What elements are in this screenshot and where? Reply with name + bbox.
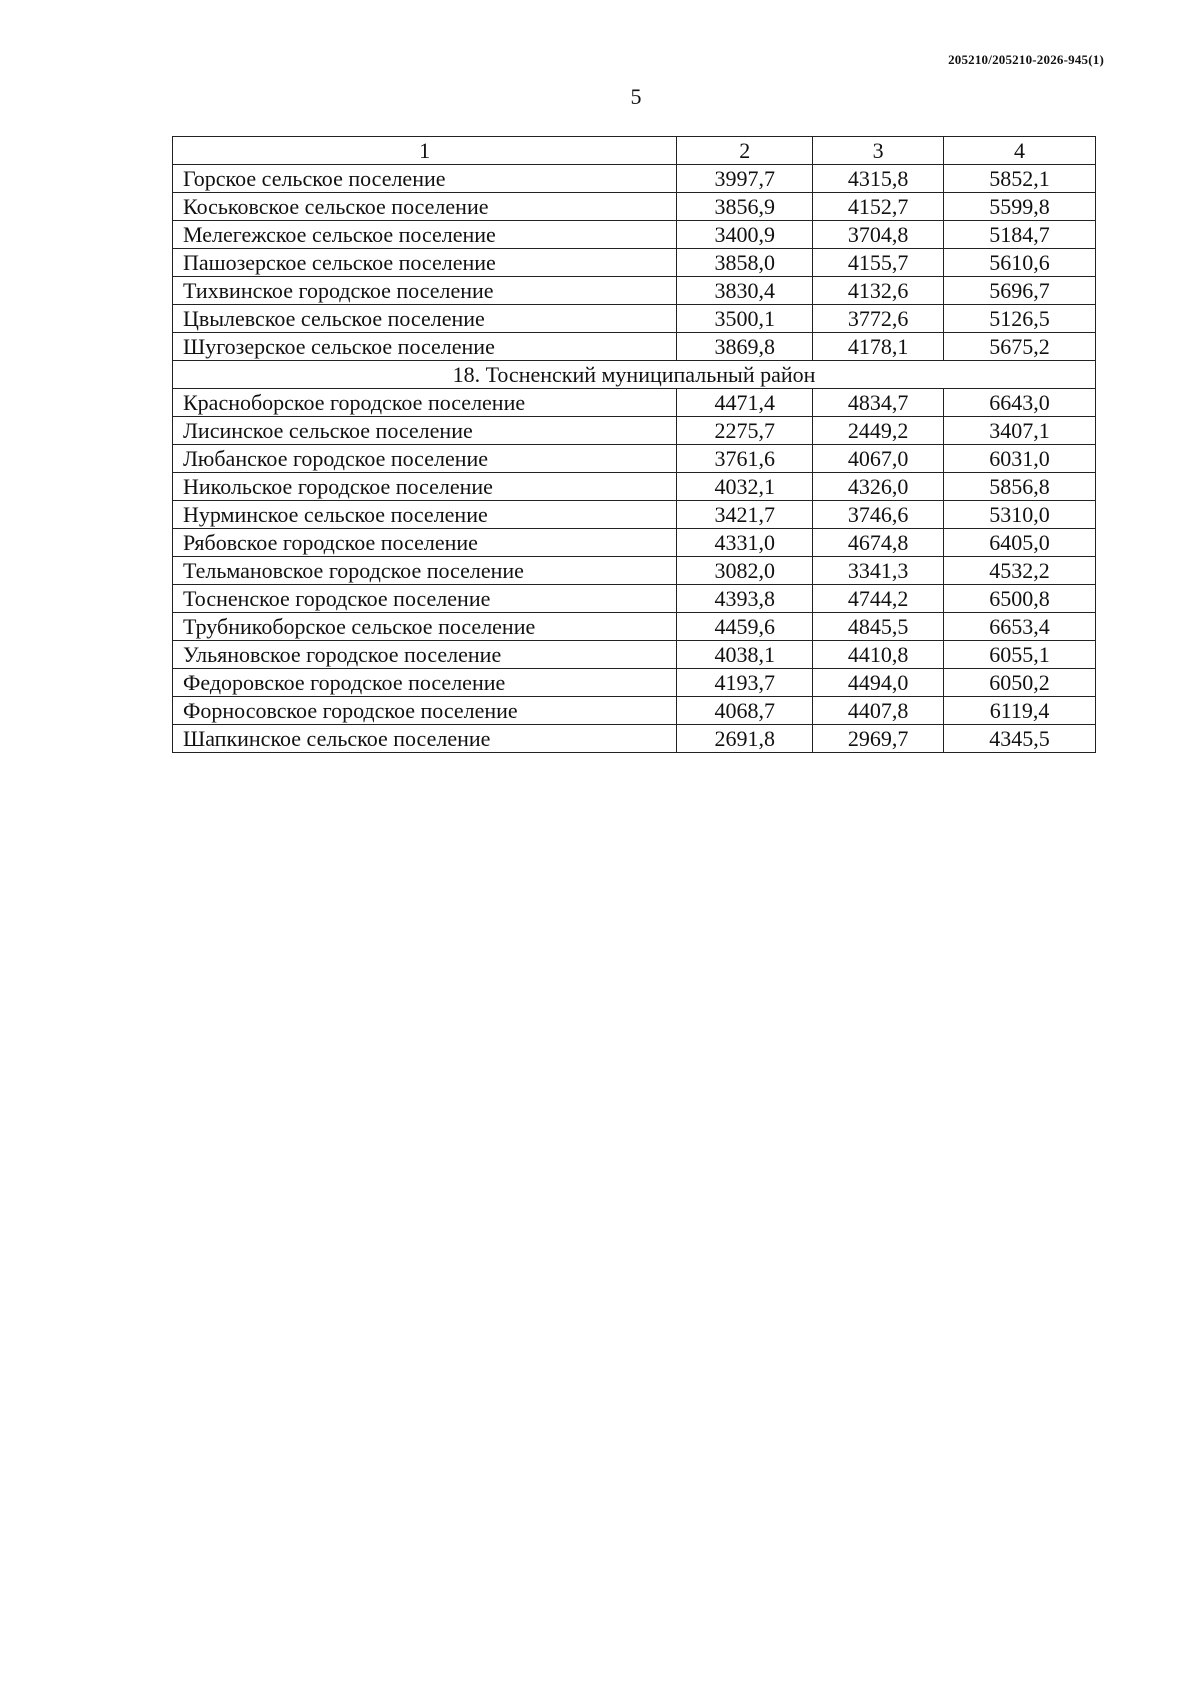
table-row xyxy=(173,725,1096,753)
settlement-name-cell: Тосненское городское поселение xyxy=(173,585,677,613)
value-col4-cell: 4345,5 xyxy=(944,725,1096,753)
table-row xyxy=(173,501,1096,529)
settlement-name-cell: Шугозерское сельское поселение xyxy=(173,333,677,361)
value-col4-cell: 5675,2 xyxy=(944,333,1096,361)
value-col3-cell: 4067,0 xyxy=(813,445,944,473)
settlement-name-cell: Никольское городское поселение xyxy=(173,473,677,501)
value-col4-cell: 6119,4 xyxy=(944,697,1096,725)
value-col3-cell: 4178,1 xyxy=(813,333,944,361)
value-col4-cell: 6500,8 xyxy=(944,585,1096,613)
value-col3-cell: 4155,7 xyxy=(813,249,944,277)
value-col3-cell: 4834,7 xyxy=(813,389,944,417)
column-header-3: 3 xyxy=(813,137,944,165)
value-col2-cell: 3500,1 xyxy=(677,305,813,333)
value-col4-cell: 6643,0 xyxy=(944,389,1096,417)
value-col3-cell: 4407,8 xyxy=(813,697,944,725)
settlement-name-cell: Лисинское сельское поселение xyxy=(173,417,677,445)
value-col2-cell: 4393,8 xyxy=(677,585,813,613)
settlement-name-cell: Тельмановское городское поселение xyxy=(173,557,677,585)
column-header-4: 4 xyxy=(944,137,1096,165)
value-col2-cell: 4471,4 xyxy=(677,389,813,417)
value-col3-cell: 4315,8 xyxy=(813,165,944,193)
value-col2-cell: 3869,8 xyxy=(677,333,813,361)
value-col2-cell: 4032,1 xyxy=(677,473,813,501)
table-row xyxy=(173,641,1096,669)
value-col3-cell: 4326,0 xyxy=(813,473,944,501)
value-col2-cell: 3856,9 xyxy=(677,193,813,221)
value-col3-cell: 4410,8 xyxy=(813,641,944,669)
value-col4-cell: 5184,7 xyxy=(944,221,1096,249)
settlement-name-cell: Тихвинское городское поселение xyxy=(173,277,677,305)
value-col2-cell: 4068,7 xyxy=(677,697,813,725)
table-row xyxy=(173,305,1096,333)
value-col4-cell: 5599,8 xyxy=(944,193,1096,221)
table-row xyxy=(173,669,1096,697)
settlement-name-cell: Красноборское городское поселение xyxy=(173,389,677,417)
table-row xyxy=(173,557,1096,585)
value-col2-cell: 3400,9 xyxy=(677,221,813,249)
settlement-name-cell: Форносовское городское поселение xyxy=(173,697,677,725)
table-body xyxy=(173,165,1096,753)
settlement-name-cell: Любанское городское поселение xyxy=(173,445,677,473)
value-col3-cell: 3746,6 xyxy=(813,501,944,529)
value-col3-cell: 4132,6 xyxy=(813,277,944,305)
table-row xyxy=(173,473,1096,501)
table-row xyxy=(173,389,1096,417)
value-col3-cell: 3704,8 xyxy=(813,221,944,249)
data-table xyxy=(172,136,1096,753)
value-col4-cell: 4532,2 xyxy=(944,557,1096,585)
document-id: 205210/205210-2026-945(1) xyxy=(948,52,1104,67)
value-col2-cell: 4038,1 xyxy=(677,641,813,669)
value-col2-cell: 3830,4 xyxy=(677,277,813,305)
value-col3-cell: 4152,7 xyxy=(813,193,944,221)
value-col2-cell: 2691,8 xyxy=(677,725,813,753)
value-col4-cell: 5856,8 xyxy=(944,473,1096,501)
settlement-name-cell: Шапкинское сельское поселение xyxy=(173,725,677,753)
table-row xyxy=(173,529,1096,557)
value-col4-cell: 5696,7 xyxy=(944,277,1096,305)
value-col2-cell: 3761,6 xyxy=(677,445,813,473)
value-col3-cell: 3772,6 xyxy=(813,305,944,333)
settlement-name-cell: Пашозерское сельское поселение xyxy=(173,249,677,277)
value-col2-cell: 2275,7 xyxy=(677,417,813,445)
value-col2-cell: 3082,0 xyxy=(677,557,813,585)
table-header-row xyxy=(173,137,1096,165)
table-row xyxy=(173,249,1096,277)
table-row xyxy=(173,697,1096,725)
value-col3-cell: 4744,2 xyxy=(813,585,944,613)
value-col3-cell: 2969,7 xyxy=(813,725,944,753)
value-col4-cell: 5310,0 xyxy=(944,501,1096,529)
table-row xyxy=(173,193,1096,221)
table-row xyxy=(173,613,1096,641)
settlement-name-cell: Трубникоборское сельское поселение xyxy=(173,613,677,641)
value-col3-cell: 2449,2 xyxy=(813,417,944,445)
value-col4-cell: 3407,1 xyxy=(944,417,1096,445)
value-col2-cell: 4193,7 xyxy=(677,669,813,697)
section-header-row xyxy=(173,361,1096,389)
settlement-name-cell: Федоровское городское поселение xyxy=(173,669,677,697)
table-row xyxy=(173,585,1096,613)
value-col3-cell: 3341,3 xyxy=(813,557,944,585)
table-row xyxy=(173,417,1096,445)
value-col4-cell: 5852,1 xyxy=(944,165,1096,193)
table-row xyxy=(173,445,1096,473)
table-row xyxy=(173,333,1096,361)
table-row xyxy=(173,165,1096,193)
settlement-name-cell: Цвылевское сельское поселение xyxy=(173,305,677,333)
settlement-name-cell: Горское сельское поселение xyxy=(173,165,677,193)
value-col4-cell: 6031,0 xyxy=(944,445,1096,473)
value-col2-cell: 4459,6 xyxy=(677,613,813,641)
settlement-name-cell: Коськовское сельское поселение xyxy=(173,193,677,221)
settlement-name-cell: Мелегежское сельское поселение xyxy=(173,221,677,249)
page-number: 5 xyxy=(630,84,642,109)
value-col2-cell: 4331,0 xyxy=(677,529,813,557)
column-header-2: 2 xyxy=(677,137,813,165)
value-col2-cell: 3421,7 xyxy=(677,501,813,529)
section-title: 18. Тосненский муниципальный район xyxy=(173,361,1096,389)
value-col2-cell: 3858,0 xyxy=(677,249,813,277)
value-col4-cell: 5610,6 xyxy=(944,249,1096,277)
value-col3-cell: 4674,8 xyxy=(813,529,944,557)
value-col4-cell: 6405,0 xyxy=(944,529,1096,557)
value-col4-cell: 6055,1 xyxy=(944,641,1096,669)
column-header-1: 1 xyxy=(173,137,677,165)
settlement-name-cell: Нурминское сельское поселение xyxy=(173,501,677,529)
value-col4-cell: 6050,2 xyxy=(944,669,1096,697)
value-col3-cell: 4845,5 xyxy=(813,613,944,641)
settlement-name-cell: Ульяновское городское поселение xyxy=(173,641,677,669)
value-col3-cell: 4494,0 xyxy=(813,669,944,697)
settlement-name-cell: Рябовское городское поселение xyxy=(173,529,677,557)
value-col4-cell: 6653,4 xyxy=(944,613,1096,641)
value-col2-cell: 3997,7 xyxy=(677,165,813,193)
table-row xyxy=(173,277,1096,305)
value-col4-cell: 5126,5 xyxy=(944,305,1096,333)
table-row xyxy=(173,221,1096,249)
